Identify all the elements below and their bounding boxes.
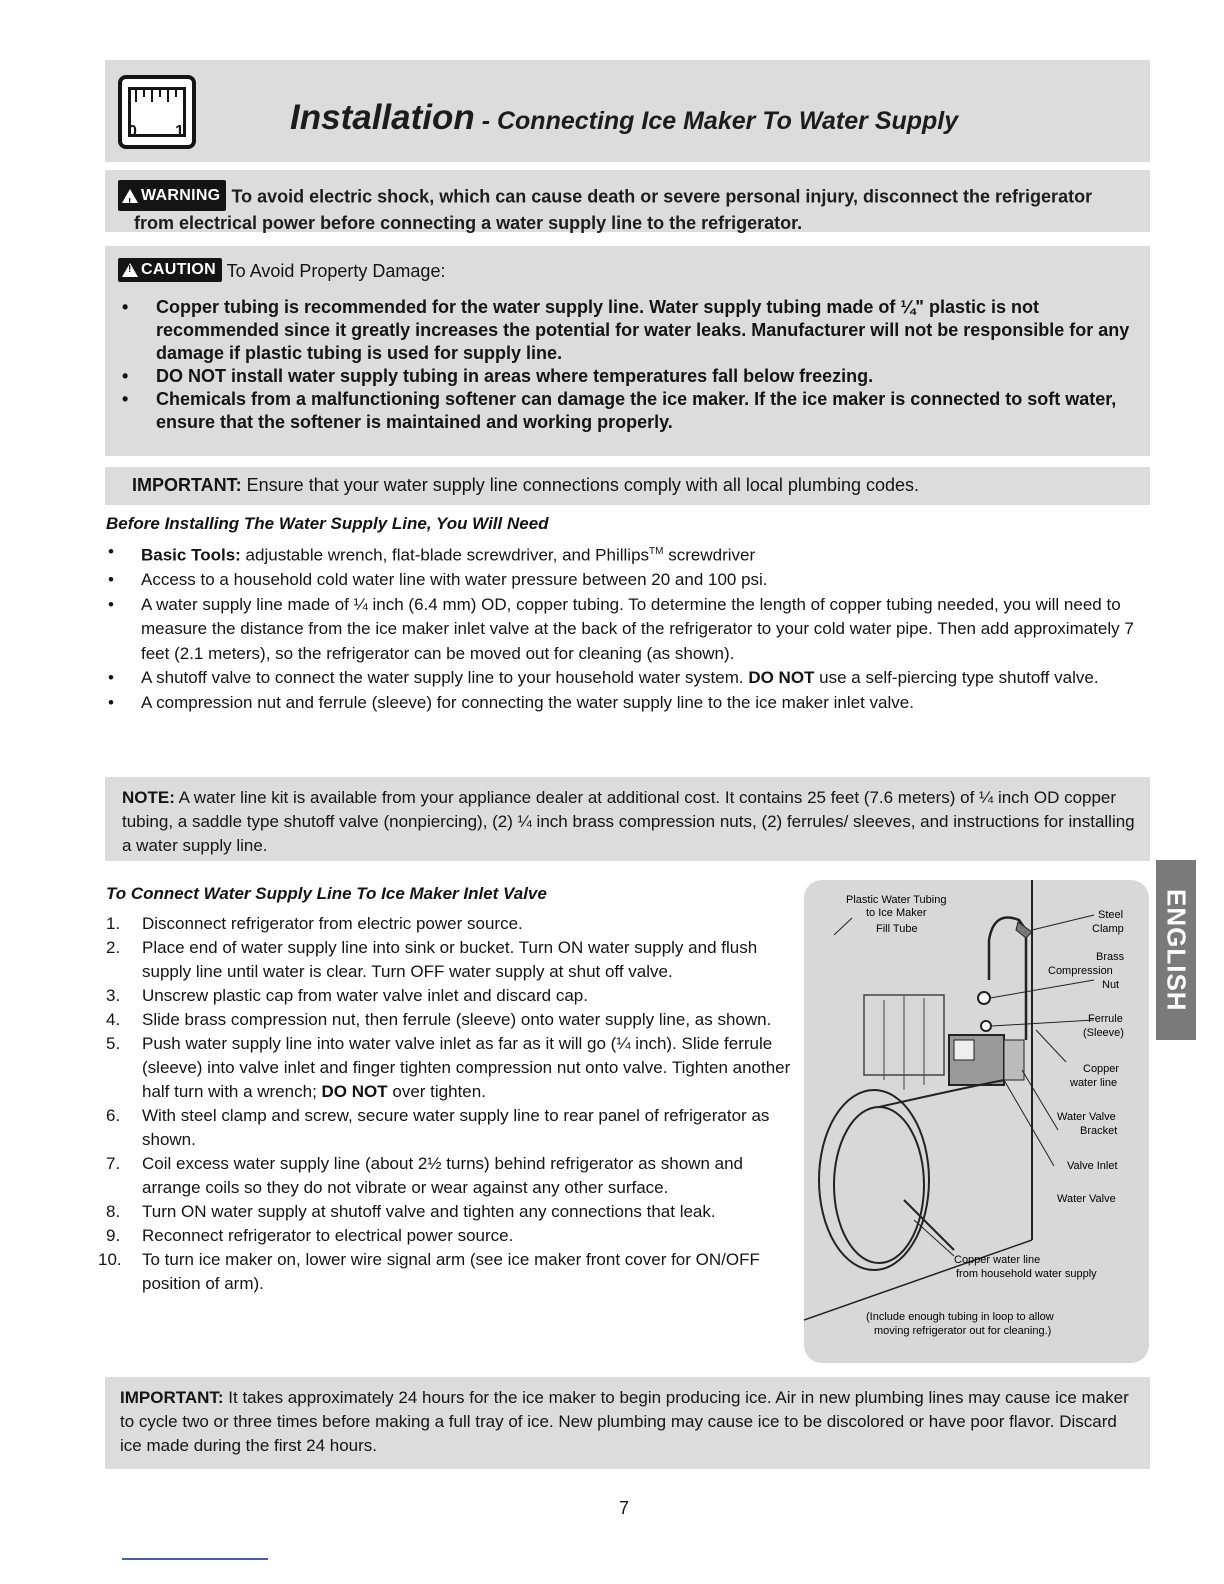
step-item [106,1224,796,1248]
step-text: Reconnect refrigerator to electrical power source. [142,1226,514,1245]
alert-triangle-icon [122,263,138,277]
important-text [132,475,919,496]
caution-item: • DO NOT install water supply tubing in areas where temperatures fall below freezing. [118,365,1143,388]
important-label: IMPORTANT: [132,475,242,495]
compression-nut [978,992,990,1004]
step-number: 4. [106,1010,121,1029]
title-main: Installation [290,98,475,137]
step-text: To turn ice maker on, lower wire signal arm (see ice maker front cover for ON/OFF position of arm). [142,1250,760,1293]
step-number: 1. [106,914,121,933]
step-number: 6. [106,1106,121,1125]
note-label: NOTE: [122,788,175,807]
list-item [106,540,1156,568]
list-item [106,666,1156,691]
ruler-icon [118,75,196,149]
footer-line [122,1558,268,1560]
item4-text-end: use a self-piercing type shutoff valve. [814,668,1099,688]
step-item [106,936,796,984]
warning-line2: from electrical power before connecting a water supply line to the refrigerator. [134,213,803,233]
step-text: With steel clamp and screw, secure water supply line to rear panel of refrigerator as shown. [142,1106,770,1149]
item4-text: A shutoff valve to connect the water supply line to your household water system. [141,668,749,688]
language-tab [1156,860,1196,1040]
page-title [290,98,958,138]
valve-solenoid [954,1040,974,1060]
label-plastic-3: Fill Tube [876,923,918,935]
label-plastic-2: to Ice Maker [866,907,927,919]
page-number: 7 [618,1498,629,1518]
alert-triangle-icon [122,189,138,203]
step-number: 2. [106,938,121,957]
caution-heading [118,258,445,282]
label-plastic-1: Plastic Water Tubing [846,894,947,906]
label-bracket-2: Bracket [1080,1125,1118,1137]
important-body: Ensure that your water supply line connections comply with all local plumbing codes. [241,475,920,495]
step-number: 10. [98,1250,122,1269]
step-number: 3. [106,986,121,1005]
label-household-1: Copper water line [954,1254,1041,1266]
step-text: Push water supply line into water valve inlet as far as it will go (¼ inch). Slide ferrule (sleeve) into valve inlet and finger tighten compression nut onto valve. Tighten another half turn with a wrench; [142,1034,791,1101]
step-number: 5. [106,1034,121,1053]
caution-badge [118,258,222,282]
list-item: • A water supply line made of ¼ inch (6.4 mm) OD, copper tubing. To determine the length of copper tubing needed, you will need to measure the distance from the ice maker inlet valve at the back of the refrigerator to your cold water pipe. Then add approximately 7 feet (2.1 meters), so the refrigerator can be moved out for cleaning (as shown). [106,593,1156,667]
step-text: Slide brass compression nut, then ferrule (sleeve) onto water supply line, as shown. [142,1010,772,1029]
step-text: Coil excess water supply line (about 2½ turns) behind refrigerator as shown and arrange coils so they do not vibrate or wear against any other surface. [142,1154,743,1197]
water-valve-diagram [804,880,1149,1363]
step-item [106,1008,796,1032]
section-heading: To Connect Water Supply Line To Ice Maker Inlet Valve [106,884,547,903]
warning-line1: To avoid electric shock, which can cause death or severe personal injury, disconnect the refrigerator [231,186,1093,207]
label-valve: Water Valve [1057,1193,1116,1205]
label-brass-2: Compression [1048,965,1113,977]
caution-list [118,296,1143,434]
step-item [98,1248,796,1296]
label-loop-2: moving refrigerator out for cleaning.) [874,1325,1052,1337]
step-item [106,1104,796,1152]
warning-badge [118,180,226,211]
caution-heading-text: To Avoid Property Damage: [226,261,446,281]
note-body: A water line kit is available from your appliance dealer at additional cost. It contains 25 feet (7.6 meters) of ¼ inch OD copper tubing, a saddle type shutoff valve (nonpiercing), (2) ¼ inch brass compression nuts, (2) ferrules/ sleeves, and instructions for installing a water supply line. [122,788,1135,855]
step-item [106,1032,796,1104]
caution-badge-label: CAUTION [141,261,216,278]
basic-tools-text: adjustable wrench, flat-blade screwdriver, and Phillips [240,545,650,565]
label-household-2: from household water supply [956,1268,1097,1280]
label-bracket-1: Water Valve [1057,1111,1116,1123]
list-item: • Access to a household cold water line with water pressure between 20 and 100 psi. [106,568,1156,593]
warning-badge-label: WARNING [141,187,221,204]
step-number: 7. [106,1154,121,1173]
step-text-end: over tighten. [387,1082,486,1101]
step-number: 9. [106,1226,121,1245]
label-copper-2: water line [1070,1077,1118,1089]
step-bold: DO NOT [321,1082,388,1101]
step-item [106,1152,796,1200]
title-sub: - Connecting Ice Maker To Water Supply [474,107,959,135]
label-steel-1: Steel [1098,909,1124,921]
important-text [120,1386,1140,1458]
step-number: 8. [106,1202,121,1221]
label-loop-1: (Include enough tubing in loop to allow [866,1311,1054,1323]
label-brass-1: Brass [1096,951,1125,963]
trademark: TM [649,546,664,557]
caution-item: • Copper tubing is recommended for the water supply line. Water supply tubing made of ¼" plastic is not recommended since it greatly increases the potential for water leaks. Manufacturer will not be responsible for any damage if plastic tubing is used for supply line. [118,296,1143,365]
important-body: It takes approximately 24 hours for the ice maker to begin producing ice. Air in new plumbing lines may cause ice maker to cycle two or three times before making a full tray of ice. New plumbing may cause ice to be discolored or have poor flavor. Discard ice made during the first 24 hours. [120,1388,1129,1455]
label-brass-3: Nut [1102,979,1120,991]
basic-tools-label: Basic Tools: [141,545,241,565]
requirements-list [106,540,1156,715]
list-item: • A compression nut and ferrule (sleeve) for connecting the water supply line to the ice maker inlet valve. [106,691,1156,716]
warning-text [118,180,1138,236]
note-text [122,786,1142,858]
step-text: Turn ON water supply at shutoff valve and tighten any connections that leak. [142,1202,716,1221]
basic-tools-end: screwdriver [663,545,756,565]
item4-bold: DO NOT [748,668,815,688]
step-item [106,984,796,1008]
step-item [106,1200,796,1224]
important-label: IMPORTANT: [120,1388,224,1407]
valve-bracket [1004,1040,1024,1080]
step-item [106,912,796,936]
label-ferrule-1: Ferrule [1088,1013,1123,1025]
label-steel-2: Clamp [1092,923,1124,935]
label-ferrule-2: (Sleeve) [1083,1027,1124,1039]
section-heading: Before Installing The Water Supply Line, You Will Need [106,514,549,533]
step-text: Place end of water supply line into sink or bucket. Turn ON water supply and flush supply line until water is clear. Turn OFF water supply at shut off valve. [142,938,758,981]
ferrule [981,1021,991,1031]
language-tab-label: ENGLISH [1161,888,1192,1012]
step-text: Unscrew plastic cap from water valve inlet and discard cap. [142,986,588,1005]
ruler-left-digit: 0 [128,123,137,140]
caution-item: • Chemicals from a malfunctioning softener can damage the ice maker. If the ice maker is connected to soft water, ensure that the softener is maintained and working properly. [118,388,1143,434]
step-text: Disconnect refrigerator from electric power source. [142,914,523,933]
steps-list [98,912,796,1296]
label-copper-1: Copper [1083,1063,1120,1075]
ruler-right-digit: 1 [175,123,184,140]
label-inlet: Valve Inlet [1067,1160,1118,1172]
